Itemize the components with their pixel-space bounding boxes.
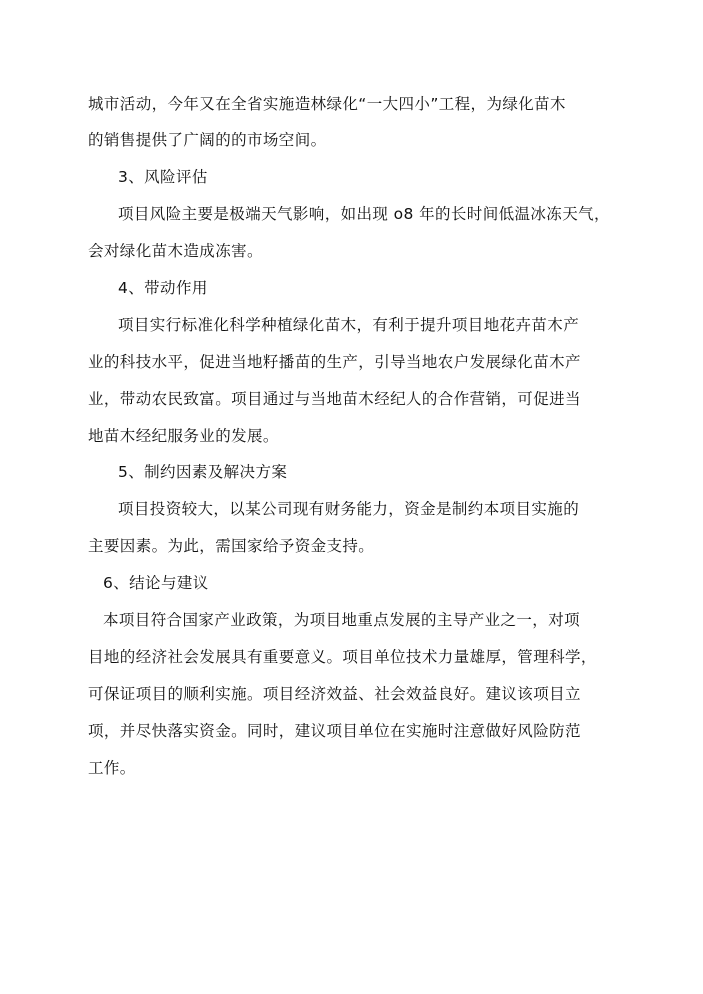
body-line: 业，带动农民致富。项目通过与当地苗木经纪人的合作营销，可促进当	[88, 390, 581, 408]
body-line: 工作。	[88, 759, 136, 777]
body-line: 会对绿化苗木造成冻害。	[88, 242, 263, 260]
section-heading: 4、带动作用	[118, 279, 208, 297]
body-line: 项目风险主要是极端天气影响，如出现 o8 年的长时间低温冰冻天气，	[118, 205, 610, 223]
body-line: 本项目符合国家产业政策，为项目地重点发展的主导产业之一，对项	[103, 611, 581, 629]
body-line: 地苗木经纪服务业的发展。	[88, 427, 279, 445]
section-heading: 5、制约因素及解决方案	[118, 463, 288, 481]
body-line: 项目投资较大，以某公司现有财务能力，资金是制约本项目实施的	[118, 500, 580, 518]
body-line: 业的科技水平，促进当地籽播苗的生产，引导当地农户发展绿化苗木产	[88, 353, 581, 371]
body-line: 目地的经济社会发展具有重要意义。项目单位技术力量雄厚，管理科学，	[88, 648, 597, 666]
section-heading: 6、结论与建议	[103, 574, 209, 592]
section-heading: 3、风险评估	[118, 168, 208, 186]
body-line: 项，并尽快落实资金。同时，建议项目单位在实施时注意做好风险防范	[88, 722, 581, 740]
body-line: 的销售提供了广阔的的市场空间。	[88, 131, 327, 149]
body-line: 可保证项目的顺利实施。项目经济效益、社会效益良好。建议该项目立	[88, 685, 581, 703]
body-line: 主要因素。为此，需国家给予资金支持。	[88, 537, 375, 555]
body-line: 项目实行标准化科学种植绿化苗木，有利于提升项目地花卉苗木产	[118, 316, 580, 334]
body-line: 城市活动，今年又在全省实施造林绿化“一大四小”工程，为绿化苗木	[88, 95, 566, 113]
